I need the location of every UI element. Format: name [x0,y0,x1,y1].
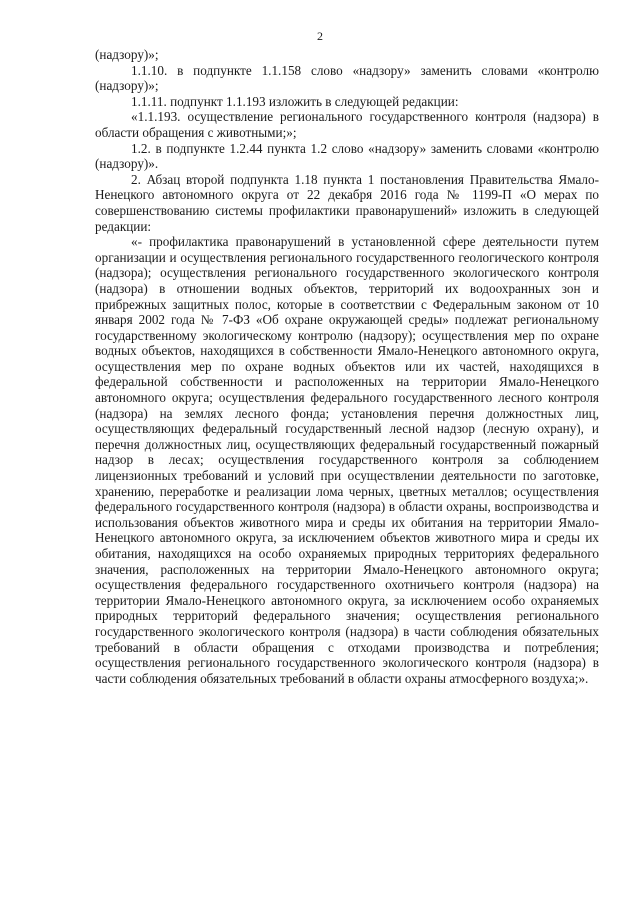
paragraph: 1.1.10. в подпункте 1.1.158 слово «надзору» заменить словами «контролю (надзору)»; [95,62,599,94]
paragraph: 1.2. в подпункте 1.2.44 пункта 1.2 слово «надзору» заменить словами «контролю (надзору)». [95,140,599,172]
paragraph: (надзору)»; [95,47,159,62]
document-body [95,47,599,686]
paragraph: «1.1.193. осуществление регионального государственного контроля (надзора) в области обращения с животными;»; [95,109,599,140]
paragraph: 1.1.11. подпункт 1.1.193 изложить в следующей редакции: [131,93,459,109]
page-number: 2 [317,29,323,43]
paragraph: 2. Абзац второй подпункта 1.18 пункта 1 постановления Правительства Ямало-Ненецкого автономного округа от 22 декабря 2016 года № 1199-П «О мерах по совершенствованию системы профилактики правонарушений» изложить в следующей редакции: [95,171,599,234]
paragraph: «- профилактика правонарушений в установленной сфере деятельности путем организации и осуществления регионального государственного геологического контроля (надзора); осуществления регионального государственного экологического контроля (надзора) в отношении водных объектов, территорий их водоохранных зон и прибрежных защитных полос, которые в соответствии с Федеральным законом от 10 января 2002 года № 7-ФЗ «Об охране окружающей среды» подлежат региональному государственному экологическому контролю (надзору); осуществления мер по охране водных объектов, находящихся в собственности Ямало-Ненецкого автономного округа, осуществления мер по охране водных объектов или их частей, находящихся в федеральной собственности и расположенных на территории Ямало-Ненецкого автономного округа; осуществления федерального государственного лесного контроля (надзора) на землях лесного фонда; установления перечня должностных лиц, осуществляющих федеральный государственный лесной надзор (лесную охрану), и перечня должностных лиц, осуществляющих федеральный государственный пожарный надзор в лесах; осуществления государственного контроля за соблюдением лицензионных требований и условий при осуществлении деятельности по заготовке, хранению, переработке и реализации лома черных, цветных металлов; осуществления федерального государственного контроля (надзора) в области охраны, воспроизводства и использования объектов животного мира и среды их обитания на территории Ямало-Ненецкого автономного округа, за исключением объектов животного мира и среды их обитания, находящихся на особо охраняемых природных территориях федерального значения, расположенных на территории Ямало-Ненецкого автономного округа; осуществления федерального государственного охотничьего контроля (надзора) на территории Ямало-Ненецкого автономного округа, за исключением особо охраняемых природных территорий федерального значения; осуществления регионального государственного экологического контроля (надзора) в части соблюдения обязательных требований в области обращения с отходами производства и потребления; осуществления регионального государственного экологического контроля (надзора) в части соблюдения обязательных требований в области охраны атмосферного воздуха;». [95,234,599,686]
